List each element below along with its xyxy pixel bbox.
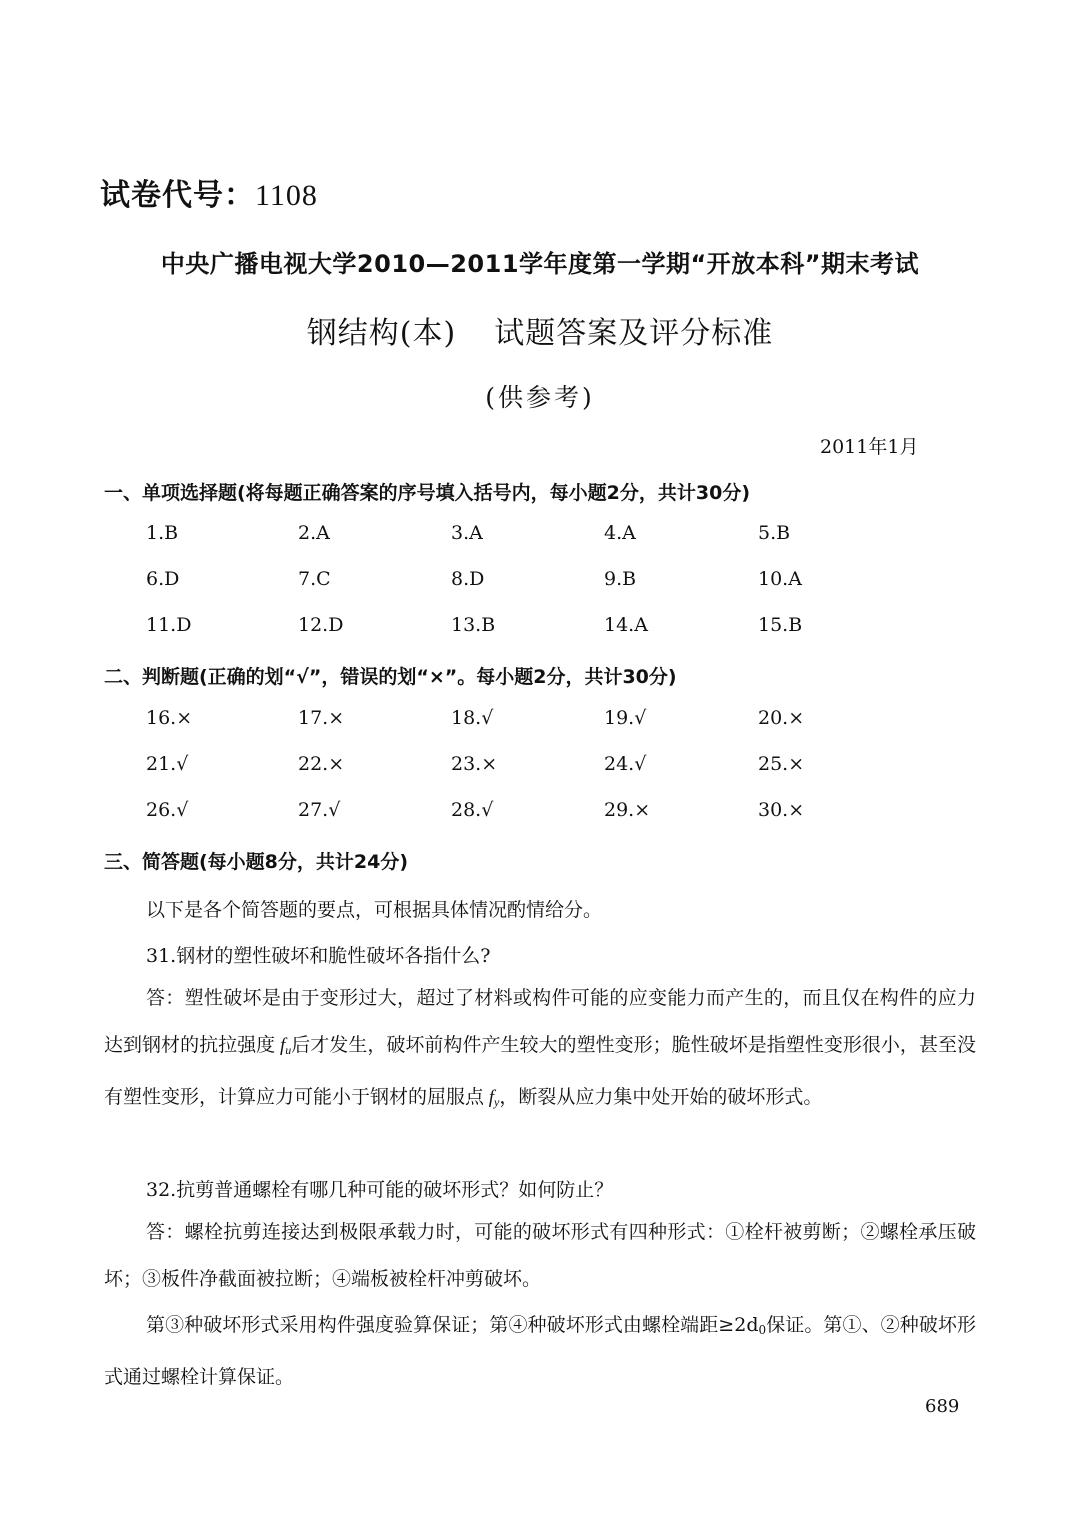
exam-code bbox=[100, 170, 318, 214]
page-number: 689 bbox=[925, 1396, 960, 1417]
subject-title bbox=[0, 308, 1080, 352]
answer-item: 6.D bbox=[146, 568, 180, 590]
answer-item: 19.√ bbox=[604, 707, 647, 729]
answer-item: 2.A bbox=[298, 522, 330, 544]
answer-32-para2 bbox=[104, 1302, 976, 1401]
answer-item: 5.B bbox=[758, 522, 791, 544]
answer-item: 11.D bbox=[146, 614, 192, 636]
symbol-f: f bbox=[488, 1087, 495, 1108]
symbol-subscript: u bbox=[285, 1043, 292, 1057]
subject-subtitle: 试题答案及评分标准 bbox=[494, 316, 774, 351]
answer-item: 4.A bbox=[604, 522, 636, 544]
answer-item: 17.× bbox=[298, 707, 345, 729]
section3-heading: 三、简答题(每小题8分，共计24分) bbox=[104, 851, 409, 873]
yield-point-symbol bbox=[484, 1087, 499, 1108]
answer-32-text: 保证。第①、②种破坏形式通过螺栓计算保证。 bbox=[104, 1314, 976, 1388]
answer-item: 12.D bbox=[298, 614, 344, 636]
answer-item: 20.× bbox=[758, 707, 805, 729]
answer-item: 3.A bbox=[451, 522, 483, 544]
answer-item: 30.× bbox=[758, 799, 805, 821]
answer-item: 16.× bbox=[146, 707, 193, 729]
answer-32-para1: 答：螺栓抗剪连接达到极限承载力时，可能的破坏形式有四种形式：①栓杆被剪断；②螺栓承压破坏；③板件净截面被拉断；④端板被栓杆冲剪破坏。 bbox=[104, 1221, 976, 1290]
exam-title: 中央广播电视大学2010—2011学年度第一学期“开放本科”期末考试 bbox=[160, 250, 920, 278]
answer-item: 18.√ bbox=[451, 707, 494, 729]
answer-31-text: 后才发生，破坏前构件产生较大的塑性变形；脆性破坏是指塑性变形很小，甚至没有塑性变形，计算应力可能小于钢材的屈服点 bbox=[104, 1034, 976, 1108]
subject-name: 钢结构(本) bbox=[306, 316, 457, 351]
answer-item: 15.B bbox=[758, 614, 803, 636]
answer-item: 27.√ bbox=[298, 799, 341, 821]
answer-item: 28.√ bbox=[451, 799, 494, 821]
question-31: 31.钢材的塑性破坏和脆性破坏各指什么? bbox=[146, 945, 491, 967]
distance-subscript: 0 bbox=[758, 1323, 767, 1337]
answer-item: 23.× bbox=[451, 753, 498, 775]
question-32: 32.抗剪普通螺栓有哪几种可能的破坏形式？如何防止？ bbox=[146, 1179, 614, 1201]
answer-item: 1.B bbox=[146, 522, 179, 544]
answer-item: 14.A bbox=[604, 614, 648, 636]
exam-code-label: 试卷代号： bbox=[100, 178, 255, 213]
answer-31-text: 答：塑性破坏是由于变形过大，超过了材料或构件可能的应变能力而产生的，而且仅在构件的应力达到钢材的抗拉强度 bbox=[104, 987, 976, 1056]
tensile-strength-symbol bbox=[275, 1035, 291, 1056]
symbol-subscript: y bbox=[494, 1095, 500, 1109]
exam-date: 2011年1月 bbox=[820, 436, 919, 458]
section2-heading: 二、判断题(正确的划“√”，错误的划“×”。每小题2分，共计30分) bbox=[104, 666, 677, 688]
symbol-f: f bbox=[279, 1035, 286, 1056]
answer-item: 22.× bbox=[298, 753, 345, 775]
answer-item: 21.√ bbox=[146, 753, 189, 775]
answer-31 bbox=[104, 975, 976, 1126]
answer-item: 25.× bbox=[758, 753, 805, 775]
answer-item: 8.D bbox=[451, 568, 485, 590]
answer-item: 13.B bbox=[451, 614, 496, 636]
answer-31-text: ，断裂从应力集中处开始的破坏形式。 bbox=[499, 1086, 823, 1108]
reference-note: (供参考) bbox=[485, 383, 595, 412]
answer-item: 24.√ bbox=[604, 753, 647, 775]
answer-item: 9.B bbox=[604, 568, 637, 590]
answer-item: 26.√ bbox=[146, 799, 189, 821]
answer-32-text: 第③种破坏形式采用构件强度验算保证；第④种破坏形式由螺栓端距≥2d bbox=[146, 1314, 759, 1336]
section3-intro: 以下是各个简答题的要点，可根据具体情况酌情给分。 bbox=[146, 899, 603, 921]
answer-item: 7.C bbox=[298, 568, 331, 590]
answer-item: 29.× bbox=[604, 799, 651, 821]
exam-code-value: 1108 bbox=[255, 179, 318, 212]
answer-item: 10.A bbox=[758, 568, 802, 590]
section1-heading: 一、单项选择题(将每题正确答案的序号填入括号内，每小题2分，共计30分) bbox=[104, 482, 751, 504]
